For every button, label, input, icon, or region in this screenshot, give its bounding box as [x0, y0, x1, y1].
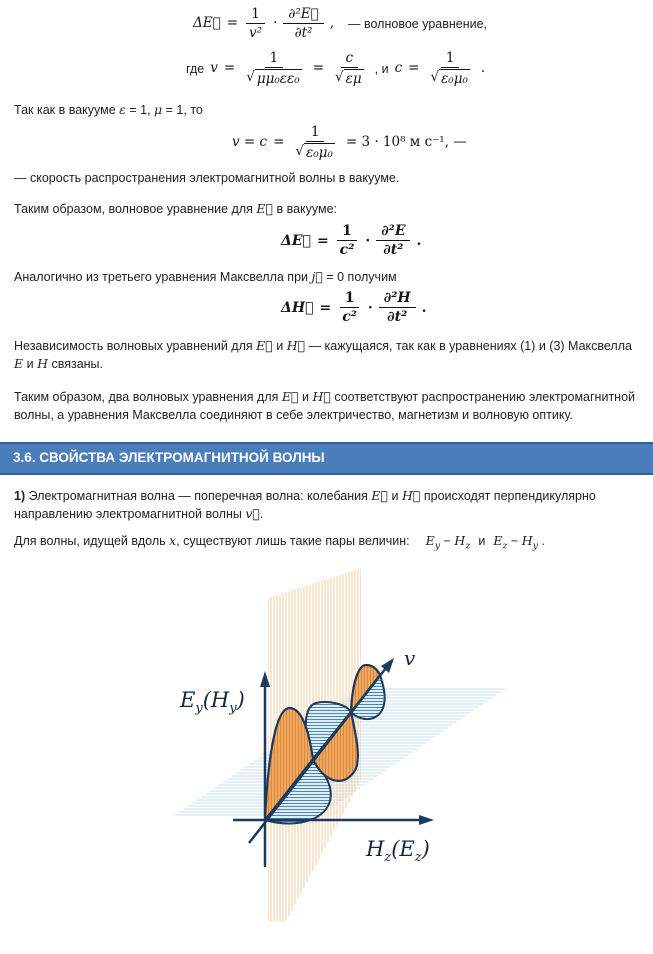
fraction: 1 √ ε₀μ₀: [430, 49, 468, 87]
label-Ey-Hy: $E_y(H_y)$: [180, 688, 245, 717]
paragraph-vacuum-condition: Так как в вакууме ε = 1, μ = 1, то: [14, 101, 203, 117]
formula-wave-eq-H: ΔH⃗ = $\frac{1}{\text{c²}}$ · $\frac{\text{∂²H}}{\text{∂t²}}$ .: [281, 289, 427, 326]
formula-speed-of-light: v = c = 1 √ ε₀μ₀ = 3 · 10⁸ м с⁻¹, —: [232, 123, 467, 161]
section-title: 3.6. СВОЙСТВА ЭЛЕКТРОМАГНИТНОЙ ВОЛНЫ: [13, 450, 325, 466]
fraction: $\frac{1}{\text{c²}}$: [335, 223, 360, 260]
paragraph-field-pairs: Для волны, идущей вдоль x, существуют лишь такие пары величин: $E_y - H_z$ и $E_z - H_y$ .: [14, 533, 545, 552]
paragraph-summary: Таким образом, два волновых уравнения для E⃗ и H⃗ соответствуют распространению электромагнитной волны, а уравнения Максвелла соединяют в себе электричество, магнетизм и волновую оптику.: [14, 389, 636, 423]
formula-wave-equation: ΔE⃗ = $\frac{1}{\text{v²}}$ · $\frac{\text{∂²E⃗}}{\text{∂t²}}$ , — волновое уравнение,: [193, 6, 488, 41]
formula-lhs: ΔE⃗: [193, 15, 221, 32]
z-arrowhead: [419, 815, 434, 825]
paragraph-wave-eq-vacuum: Таким образом, волновое уравнение для E⃗ в вакууме:: [14, 200, 338, 216]
paragraph-independence: Независимость волновых уравнений для E⃗ и H⃗ — кажущаяся, так как в уравнениях (1) и (3) Максвелла E и H связаны.: [14, 337, 632, 371]
paragraph-transverse-wave: 1) Электромагнитная волна — поперечная волна: колебания E⃗ и H⃗ происходят перпендикулярно направлению электромагнитной волны v⃗.: [14, 487, 596, 521]
formula-v-definition: где v = 1 √ μμ₀εε₀ = c √ εμ , и c = 1 √ ε₀μ₀ .: [186, 49, 486, 87]
fraction: 1 √ ε₀μ₀: [295, 123, 333, 161]
em-wave-diagram: [0, 565, 653, 927]
paragraph-speed-description: — скорость распространения электромагнитной волны в вакууме.: [14, 171, 400, 186]
formula-wave-eq-E: ΔE⃗ = $\frac{1}{\text{c²}}$ · $\frac{\text{∂²E}}{\text{∂t²}}$ .: [281, 222, 422, 259]
fraction: $\frac{1}{\text{v²}}$: [244, 6, 267, 42]
fraction: 1 √ μμ₀εε₀: [246, 49, 300, 87]
label-Hz-Ez: $H_z(E_z)$: [366, 837, 430, 866]
fraction: $\frac{\text{∂²E⃗}}{\text{∂t²}}$: [283, 6, 323, 42]
fraction: $\frac{1}{\text{c²}}$: [337, 290, 362, 327]
fraction: $\frac{\text{∂²E}}{\text{∂t²}}$: [376, 223, 410, 260]
paragraph-third-maxwell: Аналогично из третьего уравнения Максвелла при j⃗ = 0 получим: [14, 268, 397, 284]
formula-note: — волновое уравнение,: [348, 16, 488, 31]
label-v: v: [404, 646, 416, 671]
fraction: $\frac{\text{∂²H}}{\text{∂t²}}$: [379, 290, 416, 327]
fraction: c √ εμ: [335, 49, 362, 87]
section-header-bar: [0, 442, 653, 475]
